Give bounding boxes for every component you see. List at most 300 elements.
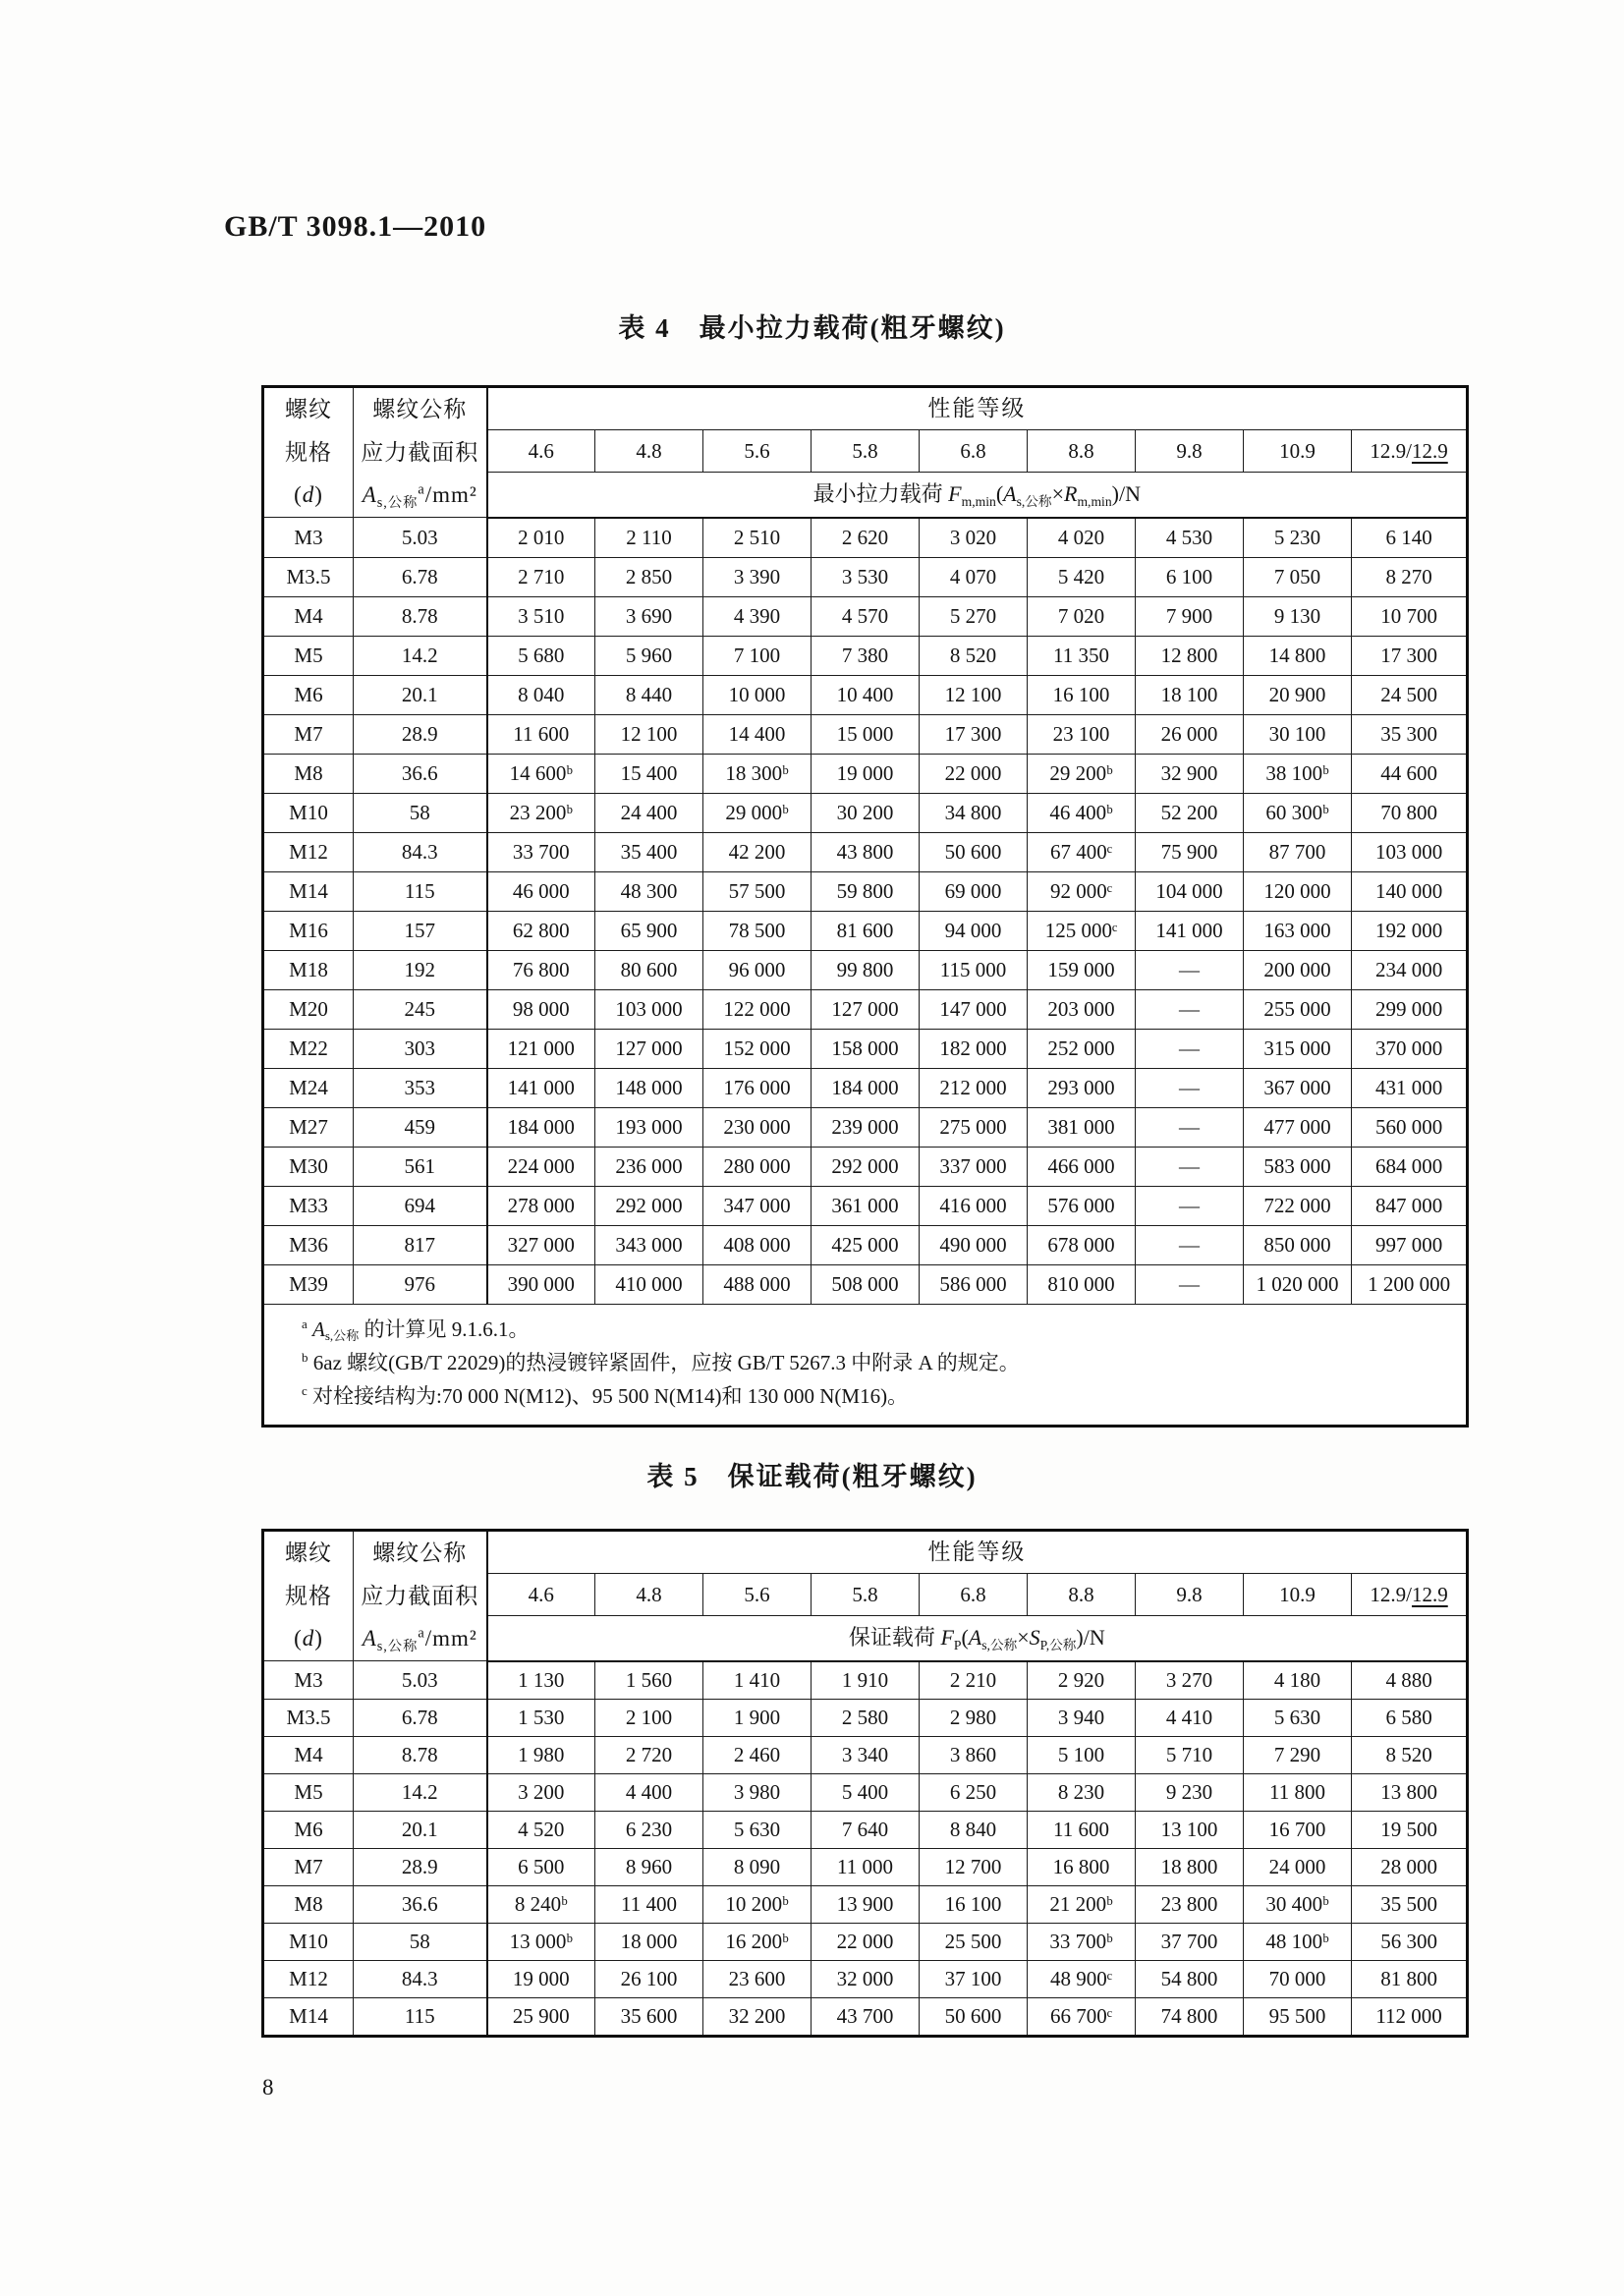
- load-value-cell: 176 000: [703, 1068, 812, 1107]
- load-value-cell: 18 800: [1136, 1848, 1244, 1885]
- stress-area-cell: 84.3: [354, 1960, 487, 1997]
- load-value-cell: 6 580: [1352, 1699, 1468, 1736]
- load-value-cell: 25 500: [920, 1923, 1028, 1960]
- load-value-cell: 997 000: [1352, 1225, 1468, 1264]
- stress-area-cell: 28.9: [354, 714, 487, 754]
- footnote-a: $^a$ $A_{s,公称}$ 的计算见 9.1.6.1。: [302, 1316, 530, 1343]
- load-value-cell: 9 130: [1244, 596, 1352, 636]
- thread-size-cell: M3: [263, 1661, 354, 1700]
- load-value-cell: 2 710: [487, 557, 595, 596]
- grade-cell: 10.9: [1244, 429, 1352, 472]
- load-value-cell: 1 020 000: [1244, 1264, 1352, 1304]
- load-value-cell: 347 000: [703, 1186, 812, 1225]
- load-value-cell: 29 000ᵇ: [703, 793, 812, 832]
- col-header-stress-area: [354, 387, 487, 518]
- table-row: [263, 636, 1468, 675]
- load-value-cell: 78 500: [703, 911, 812, 950]
- load-value-cell: 3 390: [703, 557, 812, 596]
- load-value-cell: 5 710: [1136, 1736, 1244, 1773]
- load-value-cell: 3 860: [920, 1736, 1028, 1773]
- table-row: [263, 1225, 1468, 1264]
- load-value-cell: —: [1136, 1147, 1244, 1186]
- load-value-cell: 1 200 000: [1352, 1264, 1468, 1304]
- col-header-stress-area: [354, 1531, 487, 1661]
- load-value-cell: 11 600: [487, 714, 595, 754]
- stress-area-cell: 14.2: [354, 1773, 487, 1811]
- table-row: [263, 950, 1468, 989]
- stress-area-cell: 6.78: [354, 557, 487, 596]
- table-row: [263, 989, 1468, 1029]
- load-value-cell: 3 980: [703, 1773, 812, 1811]
- load-value-cell: 184 000: [487, 1107, 595, 1147]
- load-value-cell: 5 630: [1244, 1699, 1352, 1736]
- thread-spec-symbol: (d): [294, 482, 323, 508]
- grade-cell: 5.8: [812, 1573, 920, 1615]
- load-value-cell: 33 700ᵇ: [1028, 1923, 1136, 1960]
- load-value-cell: 508 000: [812, 1264, 920, 1304]
- thread-size-cell: M10: [263, 793, 354, 832]
- col-header-thread-spec: [263, 1531, 354, 1661]
- footnote-c: $^c$ 对栓接结构为:70 000 N(M12)、95 500 N(M14)和 130 000 N(M16)。: [302, 1382, 909, 1408]
- stress-area-cell: 36.6: [354, 1885, 487, 1923]
- stress-area-cell: 115: [354, 1997, 487, 2036]
- load-value-cell: 3 690: [595, 596, 703, 636]
- load-value-cell: 56 300: [1352, 1923, 1468, 1960]
- load-value-cell: 28 000: [1352, 1848, 1468, 1885]
- stress-area-formula: $A_{s,公称}^a$/mm²: [362, 1625, 477, 1654]
- table-row: [263, 1661, 1468, 1700]
- load-value-cell: 127 000: [812, 989, 920, 1029]
- table-row: [263, 911, 1468, 950]
- thread-size-cell: M3: [263, 518, 354, 558]
- load-value-cell: 66 700ᶜ: [1028, 1997, 1136, 2036]
- load-value-cell: 75 900: [1136, 832, 1244, 871]
- thread-size-cell: M8: [263, 1885, 354, 1923]
- load-value-cell: 1 980: [487, 1736, 595, 1773]
- grade-cell: 8.8: [1028, 1573, 1136, 1615]
- load-value-cell: 2 720: [595, 1736, 703, 1773]
- load-value-cell: 477 000: [1244, 1107, 1352, 1147]
- page-number: 8: [262, 2075, 274, 2100]
- load-value-cell: 16 200ᵇ: [703, 1923, 812, 1960]
- table5-title: 表 5 保证载荷(粗牙螺纹): [646, 1462, 978, 1491]
- footnote-b: $^b$ 6az 螺纹(GB/T 22029)的热浸镀锌紧固件，应按 GB/T 5267.3 中附录 A 的规定。: [302, 1349, 1020, 1374]
- load-value-cell: 104 000: [1136, 871, 1244, 911]
- load-value-cell: 60 300ᵇ: [1244, 793, 1352, 832]
- table-row: [263, 1736, 1468, 1773]
- load-value-cell: 87 700: [1244, 832, 1352, 871]
- stress-area-cell: 58: [354, 1923, 487, 1960]
- load-value-cell: 488 000: [703, 1264, 812, 1304]
- load-value-cell: 103 000: [1352, 832, 1468, 871]
- load-value-cell: 5 420: [1028, 557, 1136, 596]
- load-value-cell: 3 340: [812, 1736, 920, 1773]
- load-value-cell: 4 520: [487, 1811, 595, 1848]
- load-value-cell: 367 000: [1244, 1068, 1352, 1107]
- load-value-cell: —: [1136, 1264, 1244, 1304]
- load-value-cell: 8 090: [703, 1848, 812, 1885]
- load-value-cell: 7 290: [1244, 1736, 1352, 1773]
- stress-area-cell: 36.6: [354, 754, 487, 793]
- thread-size-cell: M4: [263, 596, 354, 636]
- load-value-cell: 11 000: [812, 1848, 920, 1885]
- load-value-cell: 8 520: [920, 636, 1028, 675]
- thread-size-cell: M5: [263, 636, 354, 675]
- load-value-cell: 8 840: [920, 1811, 1028, 1848]
- thread-size-cell: M6: [263, 1811, 354, 1848]
- table-row: [263, 1068, 1468, 1107]
- load-value-cell: 7 100: [703, 636, 812, 675]
- table-row: [263, 1848, 1468, 1885]
- thread-spec-label-line2: 规格: [285, 439, 332, 465]
- load-value-cell: 7 640: [812, 1811, 920, 1848]
- load-value-cell: 560 000: [1352, 1107, 1468, 1147]
- table4-footnotes: [263, 1304, 1468, 1426]
- load-value-cell: 8 440: [595, 675, 703, 714]
- load-value-cell: 431 000: [1352, 1068, 1468, 1107]
- load-value-cell: 163 000: [1244, 911, 1352, 950]
- stress-area-cell: 84.3: [354, 832, 487, 871]
- load-value-cell: 850 000: [1244, 1225, 1352, 1264]
- table-row: [263, 793, 1468, 832]
- table4-body: [263, 518, 1468, 1305]
- load-value-cell: 2 460: [703, 1736, 812, 1773]
- table-row: [263, 871, 1468, 911]
- load-value-cell: 490 000: [920, 1225, 1028, 1264]
- load-value-cell: 3 530: [812, 557, 920, 596]
- load-value-cell: 315 000: [1244, 1029, 1352, 1068]
- load-value-cell: 10 700: [1352, 596, 1468, 636]
- load-value-cell: 26 000: [1136, 714, 1244, 754]
- load-value-cell: 2 010: [487, 518, 595, 558]
- thread-spec-label-line1: 螺纹: [285, 1540, 332, 1565]
- load-value-cell: 115 000: [920, 950, 1028, 989]
- stress-area-cell: 817: [354, 1225, 487, 1264]
- load-value-cell: 140 000: [1352, 871, 1468, 911]
- load-value-cell: 2 210: [920, 1661, 1028, 1700]
- grade-cell: 8.8: [1028, 429, 1136, 472]
- stress-area-cell: 5.03: [354, 1661, 487, 1700]
- load-value-cell: 12 700: [920, 1848, 1028, 1885]
- table-row: [263, 1997, 1468, 2036]
- thread-size-cell: M3.5: [263, 557, 354, 596]
- load-value-cell: 20 900: [1244, 675, 1352, 714]
- load-value-cell: 230 000: [703, 1107, 812, 1147]
- load-value-cell: 239 000: [812, 1107, 920, 1147]
- footnote-row: [263, 1304, 1468, 1426]
- load-value-cell: 112 000: [1352, 1997, 1468, 2036]
- load-value-cell: 416 000: [920, 1186, 1028, 1225]
- stress-area-cell: 245: [354, 989, 487, 1029]
- load-value-cell: 583 000: [1244, 1147, 1352, 1186]
- grade-cell: 6.8: [920, 1573, 1028, 1615]
- load-value-cell: 29 200ᵇ: [1028, 754, 1136, 793]
- load-value-cell: 5 270: [920, 596, 1028, 636]
- load-value-cell: 6 500: [487, 1848, 595, 1885]
- load-value-cell: 5 100: [1028, 1736, 1136, 1773]
- load-value-cell: 1 560: [595, 1661, 703, 1700]
- load-value-cell: 67 400ᶜ: [1028, 832, 1136, 871]
- load-value-cell: 200 000: [1244, 950, 1352, 989]
- thread-size-cell: M4: [263, 1736, 354, 1773]
- load-value-cell: 19 000: [487, 1960, 595, 1997]
- thread-size-cell: M24: [263, 1068, 354, 1107]
- load-value-cell: —: [1136, 1068, 1244, 1107]
- load-value-cell: 4 400: [595, 1773, 703, 1811]
- load-value-cell: 381 000: [1028, 1107, 1136, 1147]
- load-value-cell: 8 520: [1352, 1736, 1468, 1773]
- load-value-cell: 141 000: [1136, 911, 1244, 950]
- thread-size-cell: M7: [263, 1848, 354, 1885]
- load-value-cell: 46 000: [487, 871, 595, 911]
- load-value-cell: 50 600: [920, 1997, 1028, 2036]
- load-value-cell: 35 600: [595, 1997, 703, 2036]
- load-value-cell: 24 400: [595, 793, 703, 832]
- load-value-cell: —: [1136, 1029, 1244, 1068]
- grade-cell: 10.9: [1244, 1573, 1352, 1615]
- load-value-cell: 43 800: [812, 832, 920, 871]
- load-value-cell: 37 700: [1136, 1923, 1244, 1960]
- stress-area-cell: 353: [354, 1068, 487, 1107]
- load-value-cell: 8 270: [1352, 557, 1468, 596]
- load-value-cell: 81 600: [812, 911, 920, 950]
- table-row: [263, 1773, 1468, 1811]
- thread-size-cell: M14: [263, 1997, 354, 2036]
- load-value-cell: 35 500: [1352, 1885, 1468, 1923]
- load-value-cell: 7 380: [812, 636, 920, 675]
- load-value-cell: 847 000: [1352, 1186, 1468, 1225]
- load-value-cell: 5 400: [812, 1773, 920, 1811]
- load-value-cell: 390 000: [487, 1264, 595, 1304]
- load-value-cell: 30 100: [1244, 714, 1352, 754]
- load-value-cell: 337 000: [920, 1147, 1028, 1186]
- load-value-cell: 425 000: [812, 1225, 920, 1264]
- load-value-cell: 192 000: [1352, 911, 1468, 950]
- load-value-cell: 81 800: [1352, 1960, 1468, 1997]
- load-value-cell: 4 880: [1352, 1661, 1468, 1700]
- load-value-cell: 121 000: [487, 1029, 595, 1068]
- grade-cell: 6.8: [920, 429, 1028, 472]
- load-value-cell: 35 400: [595, 832, 703, 871]
- stress-area-cell: 8.78: [354, 596, 487, 636]
- load-value-cell: 1 530: [487, 1699, 595, 1736]
- load-value-cell: 96 000: [703, 950, 812, 989]
- load-value-cell: 62 800: [487, 911, 595, 950]
- thread-size-cell: M10: [263, 1923, 354, 1960]
- load-value-cell: 810 000: [1028, 1264, 1136, 1304]
- stress-area-label-line2: 应力截面积: [361, 439, 479, 465]
- table-row: [263, 1960, 1468, 1997]
- thread-size-cell: M6: [263, 675, 354, 714]
- load-value-cell: 7 900: [1136, 596, 1244, 636]
- thread-size-cell: M20: [263, 989, 354, 1029]
- load-value-cell: 95 500: [1244, 1997, 1352, 2036]
- load-value-cell: 11 600: [1028, 1811, 1136, 1848]
- load-value-cell: 122 000: [703, 989, 812, 1029]
- load-value-cell: —: [1136, 1107, 1244, 1147]
- thread-size-cell: M12: [263, 832, 354, 871]
- load-value-cell: 1 410: [703, 1661, 812, 1700]
- load-value-cell: 76 800: [487, 950, 595, 989]
- load-value-cell: 678 000: [1028, 1225, 1136, 1264]
- load-value-cell: 361 000: [812, 1186, 920, 1225]
- stress-area-label-line2: 应力截面积: [361, 1583, 479, 1608]
- load-value-cell: 46 400ᵇ: [1028, 793, 1136, 832]
- load-value-cell: 212 000: [920, 1068, 1028, 1107]
- load-value-cell: 586 000: [920, 1264, 1028, 1304]
- load-value-cell: 2 850: [595, 557, 703, 596]
- load-value-cell: 98 000: [487, 989, 595, 1029]
- stress-area-cell: 303: [354, 1029, 487, 1068]
- load-value-cell: —: [1136, 950, 1244, 989]
- table-row: [263, 1811, 1468, 1848]
- load-value-cell: 14 800: [1244, 636, 1352, 675]
- load-value-cell: 59 800: [812, 871, 920, 911]
- load-value-cell: 32 200: [703, 1997, 812, 2036]
- load-value-cell: 141 000: [487, 1068, 595, 1107]
- load-value-cell: 5 630: [703, 1811, 812, 1848]
- proof-load-formula: 保证载荷 $F_P(A_{s,公称}\times S_{P,公称})/N$: [487, 1615, 1468, 1660]
- grade-cell: 4.6: [487, 1573, 595, 1615]
- load-value-cell: 13 900: [812, 1885, 920, 1923]
- grade-cell: 9.8: [1136, 429, 1244, 472]
- thread-spec-symbol: (d): [294, 1626, 323, 1652]
- stress-area-label-line1: 螺纹公称: [372, 1540, 468, 1565]
- load-value-cell: 3 510: [487, 596, 595, 636]
- load-value-cell: 252 000: [1028, 1029, 1136, 1068]
- grade-cell-12-9: 12.9/12.9: [1352, 429, 1468, 472]
- load-value-cell: 4 410: [1136, 1699, 1244, 1736]
- load-value-cell: 148 000: [595, 1068, 703, 1107]
- load-value-cell: 158 000: [812, 1029, 920, 1068]
- thread-size-cell: M3.5: [263, 1699, 354, 1736]
- thread-size-cell: M5: [263, 1773, 354, 1811]
- load-value-cell: 33 700: [487, 832, 595, 871]
- stress-area-cell: 5.03: [354, 518, 487, 558]
- load-value-cell: —: [1136, 1225, 1244, 1264]
- header-row-grade-group: [263, 387, 1468, 430]
- load-value-cell: 293 000: [1028, 1068, 1136, 1107]
- load-value-cell: 255 000: [1244, 989, 1352, 1029]
- table4-min-tensile-load: [261, 385, 1469, 1428]
- load-value-cell: 15 400: [595, 754, 703, 793]
- thread-size-cell: M18: [263, 950, 354, 989]
- load-value-cell: 13 000ᵇ: [487, 1923, 595, 1960]
- load-value-cell: 4 530: [1136, 518, 1244, 558]
- load-value-cell: 2 110: [595, 518, 703, 558]
- load-value-cell: 292 000: [812, 1147, 920, 1186]
- load-value-cell: 44 600: [1352, 754, 1468, 793]
- table4-header: [263, 387, 1468, 518]
- table5-header: [263, 1531, 1468, 1661]
- load-value-cell: 6 230: [595, 1811, 703, 1848]
- stress-area-cell: 8.78: [354, 1736, 487, 1773]
- load-value-cell: 2 580: [812, 1699, 920, 1736]
- load-value-cell: 8 040: [487, 675, 595, 714]
- stress-area-cell: 561: [354, 1147, 487, 1186]
- load-value-cell: 3 200: [487, 1773, 595, 1811]
- load-value-cell: 3 020: [920, 518, 1028, 558]
- load-value-cell: 159 000: [1028, 950, 1136, 989]
- thread-size-cell: M30: [263, 1147, 354, 1186]
- load-value-cell: 12 100: [595, 714, 703, 754]
- grade-cell-12-9: 12.9/12.9: [1352, 1573, 1468, 1615]
- load-value-cell: 57 500: [703, 871, 812, 911]
- stress-area-cell: 20.1: [354, 675, 487, 714]
- table-row: [263, 675, 1468, 714]
- load-value-cell: 2 510: [703, 518, 812, 558]
- load-value-cell: 1 900: [703, 1699, 812, 1736]
- thread-spec-label-line2: 规格: [285, 1583, 332, 1608]
- grade-cell: 4.8: [595, 429, 703, 472]
- load-value-cell: 80 600: [595, 950, 703, 989]
- load-value-cell: 32 900: [1136, 754, 1244, 793]
- load-value-cell: 48 100ᵇ: [1244, 1923, 1352, 1960]
- grade-cell: 4.6: [487, 429, 595, 472]
- table-row: [263, 714, 1468, 754]
- table-row: [263, 1186, 1468, 1225]
- load-value-cell: 48 900ᶜ: [1028, 1960, 1136, 1997]
- load-value-cell: 16 100: [920, 1885, 1028, 1923]
- load-value-cell: 22 000: [812, 1923, 920, 1960]
- load-value-cell: 292 000: [595, 1186, 703, 1225]
- load-value-cell: 94 000: [920, 911, 1028, 950]
- thread-size-cell: M27: [263, 1107, 354, 1147]
- load-value-cell: 14 400: [703, 714, 812, 754]
- load-value-cell: 26 100: [595, 1960, 703, 1997]
- load-value-cell: 182 000: [920, 1029, 1028, 1068]
- load-value-cell: 147 000: [920, 989, 1028, 1029]
- load-value-cell: 48 300: [595, 871, 703, 911]
- load-value-cell: 74 800: [1136, 1997, 1244, 2036]
- thread-size-cell: M7: [263, 714, 354, 754]
- load-value-cell: 576 000: [1028, 1186, 1136, 1225]
- grade-cell: 9.8: [1136, 1573, 1244, 1615]
- load-value-cell: 408 000: [703, 1225, 812, 1264]
- table5-body: [263, 1661, 1468, 2037]
- stress-area-formula: $A_{s,公称}^a$/mm²: [362, 481, 477, 511]
- load-value-cell: 8 240ᵇ: [487, 1885, 595, 1923]
- thread-size-cell: M16: [263, 911, 354, 950]
- load-value-cell: 15 000: [812, 714, 920, 754]
- load-value-cell: 23 200ᵇ: [487, 793, 595, 832]
- load-value-cell: 23 600: [703, 1960, 812, 1997]
- stress-area-cell: 976: [354, 1264, 487, 1304]
- load-value-cell: —: [1136, 1186, 1244, 1225]
- load-value-cell: 327 000: [487, 1225, 595, 1264]
- table-row: [263, 1923, 1468, 1960]
- load-value-cell: 23 100: [1028, 714, 1136, 754]
- load-value-cell: 9 230: [1136, 1773, 1244, 1811]
- load-value-cell: 4 070: [920, 557, 1028, 596]
- stress-area-cell: 459: [354, 1107, 487, 1147]
- load-value-cell: 24 500: [1352, 675, 1468, 714]
- load-value-cell: 69 000: [920, 871, 1028, 911]
- load-value-cell: 35 300: [1352, 714, 1468, 754]
- table-row: [263, 518, 1468, 558]
- load-value-cell: 410 000: [595, 1264, 703, 1304]
- load-value-cell: 37 100: [920, 1960, 1028, 1997]
- load-value-cell: 466 000: [1028, 1147, 1136, 1186]
- stress-area-cell: 694: [354, 1186, 487, 1225]
- load-value-cell: 10 400: [812, 675, 920, 714]
- load-value-cell: 11 800: [1244, 1773, 1352, 1811]
- load-value-cell: 50 600: [920, 832, 1028, 871]
- load-value-cell: 13 800: [1352, 1773, 1468, 1811]
- stress-area-cell: 28.9: [354, 1848, 487, 1885]
- load-value-cell: 6 100: [1136, 557, 1244, 596]
- grade-cell: 4.8: [595, 1573, 703, 1615]
